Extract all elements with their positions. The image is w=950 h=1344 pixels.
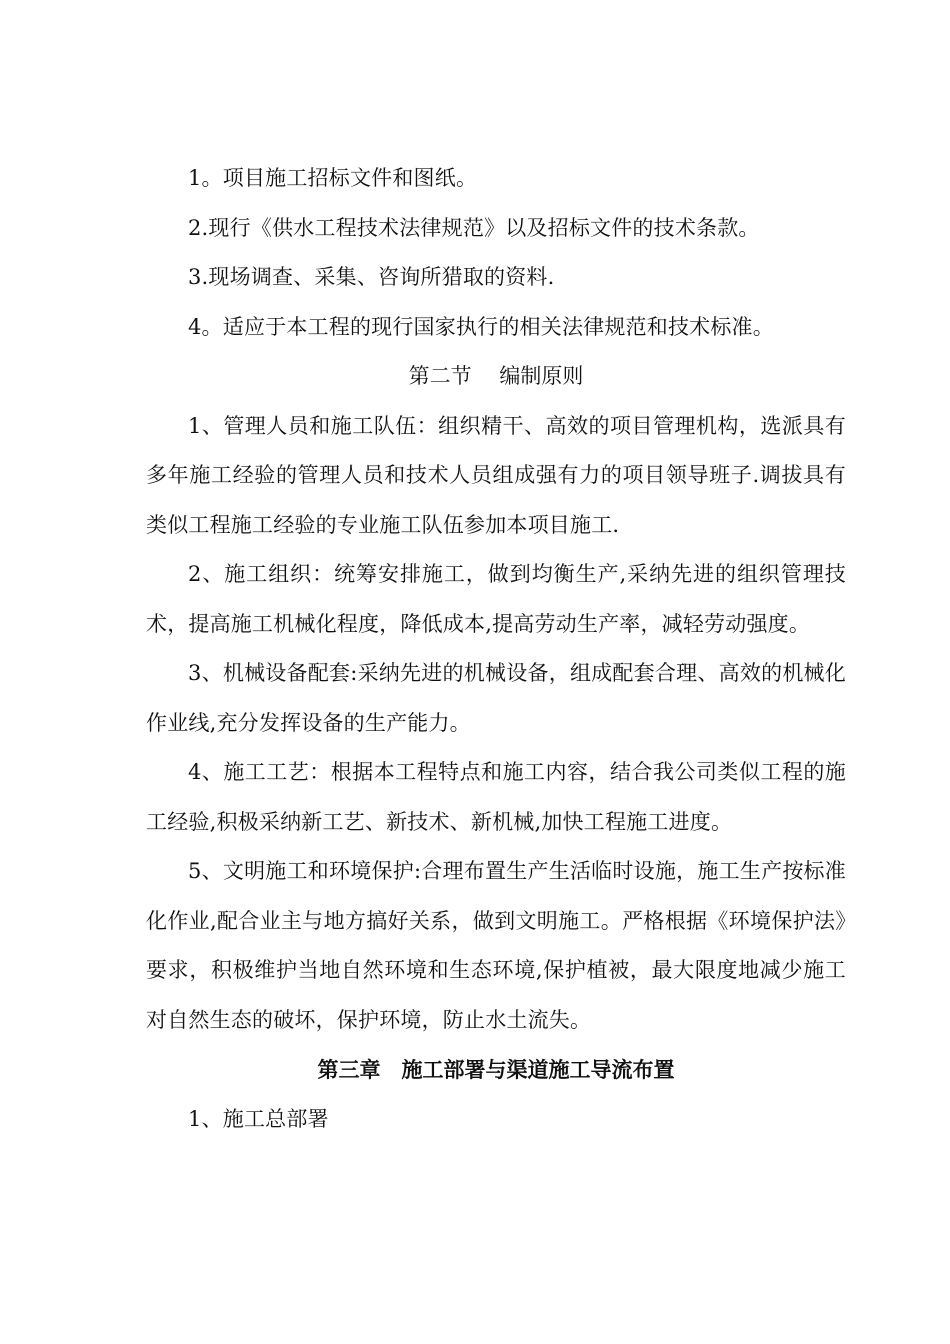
basis-item-3: 3.现场调查、采集、咨询所猎取的资料. bbox=[188, 265, 555, 289]
chapter-heading-deployment: 第三章 施工部署与渠道施工导流布置 bbox=[317, 1057, 675, 1082]
section-heading-compilation-principles: 第二节 编制原则 bbox=[408, 364, 584, 388]
deployment-item-1: 1、施工总部署 bbox=[188, 1106, 329, 1131]
basis-item-4: 4。适应于本工程的现行国家执行的相关法律规范和技术标准。 bbox=[188, 314, 774, 339]
principle-4: 4、施工工艺：根据本工程特点和施工内容，结合我公司类似工程的施工经验,积极采纳新工艺、新技术、新机械,加快工程施工进度。 bbox=[146, 760, 846, 834]
principle-1: 1、管理人员和施工队伍：组织精干、高效的项目管理机构，选派具有多年施工经验的管理人员和技术人员组成强有力的项目领导班子.调拔具有类似工程施工经验的专业施工队伍参加本项目施工. bbox=[146, 413, 846, 537]
principle-2: 2、施工组织：统筹安排施工，做到均衡生产,采纳先进的组织管理技术，提高施工机械化程度，降低成本,提高劳动生产率，减轻劳动强度。 bbox=[146, 562, 846, 636]
principle-5: 5、文明施工和环境保护:合理布置生产生活临时设施，施工生产按标准化作业,配合业主与地方搞好关系，做到文明施工。严格根据《环境保护法》要求，积极维护当地自然环境和生态环境,保护植被，最大限度地减少施工对自然生态的破坏，保护环境，防止水土流失。 bbox=[146, 859, 846, 1032]
principle-3: 3、机械设备配套:采纳先进的机械设备，组成配套合理、高效的机械化作业线,充分发挥设备的生产能力。 bbox=[146, 661, 846, 735]
basis-item-2: 2.现行《供水工程技术法律规范》以及招标文件的技术条款。 bbox=[188, 215, 760, 240]
basis-item-1: 1。项目施工招标文件和图纸。 bbox=[188, 166, 478, 190]
document-body bbox=[146, 154, 846, 1144]
